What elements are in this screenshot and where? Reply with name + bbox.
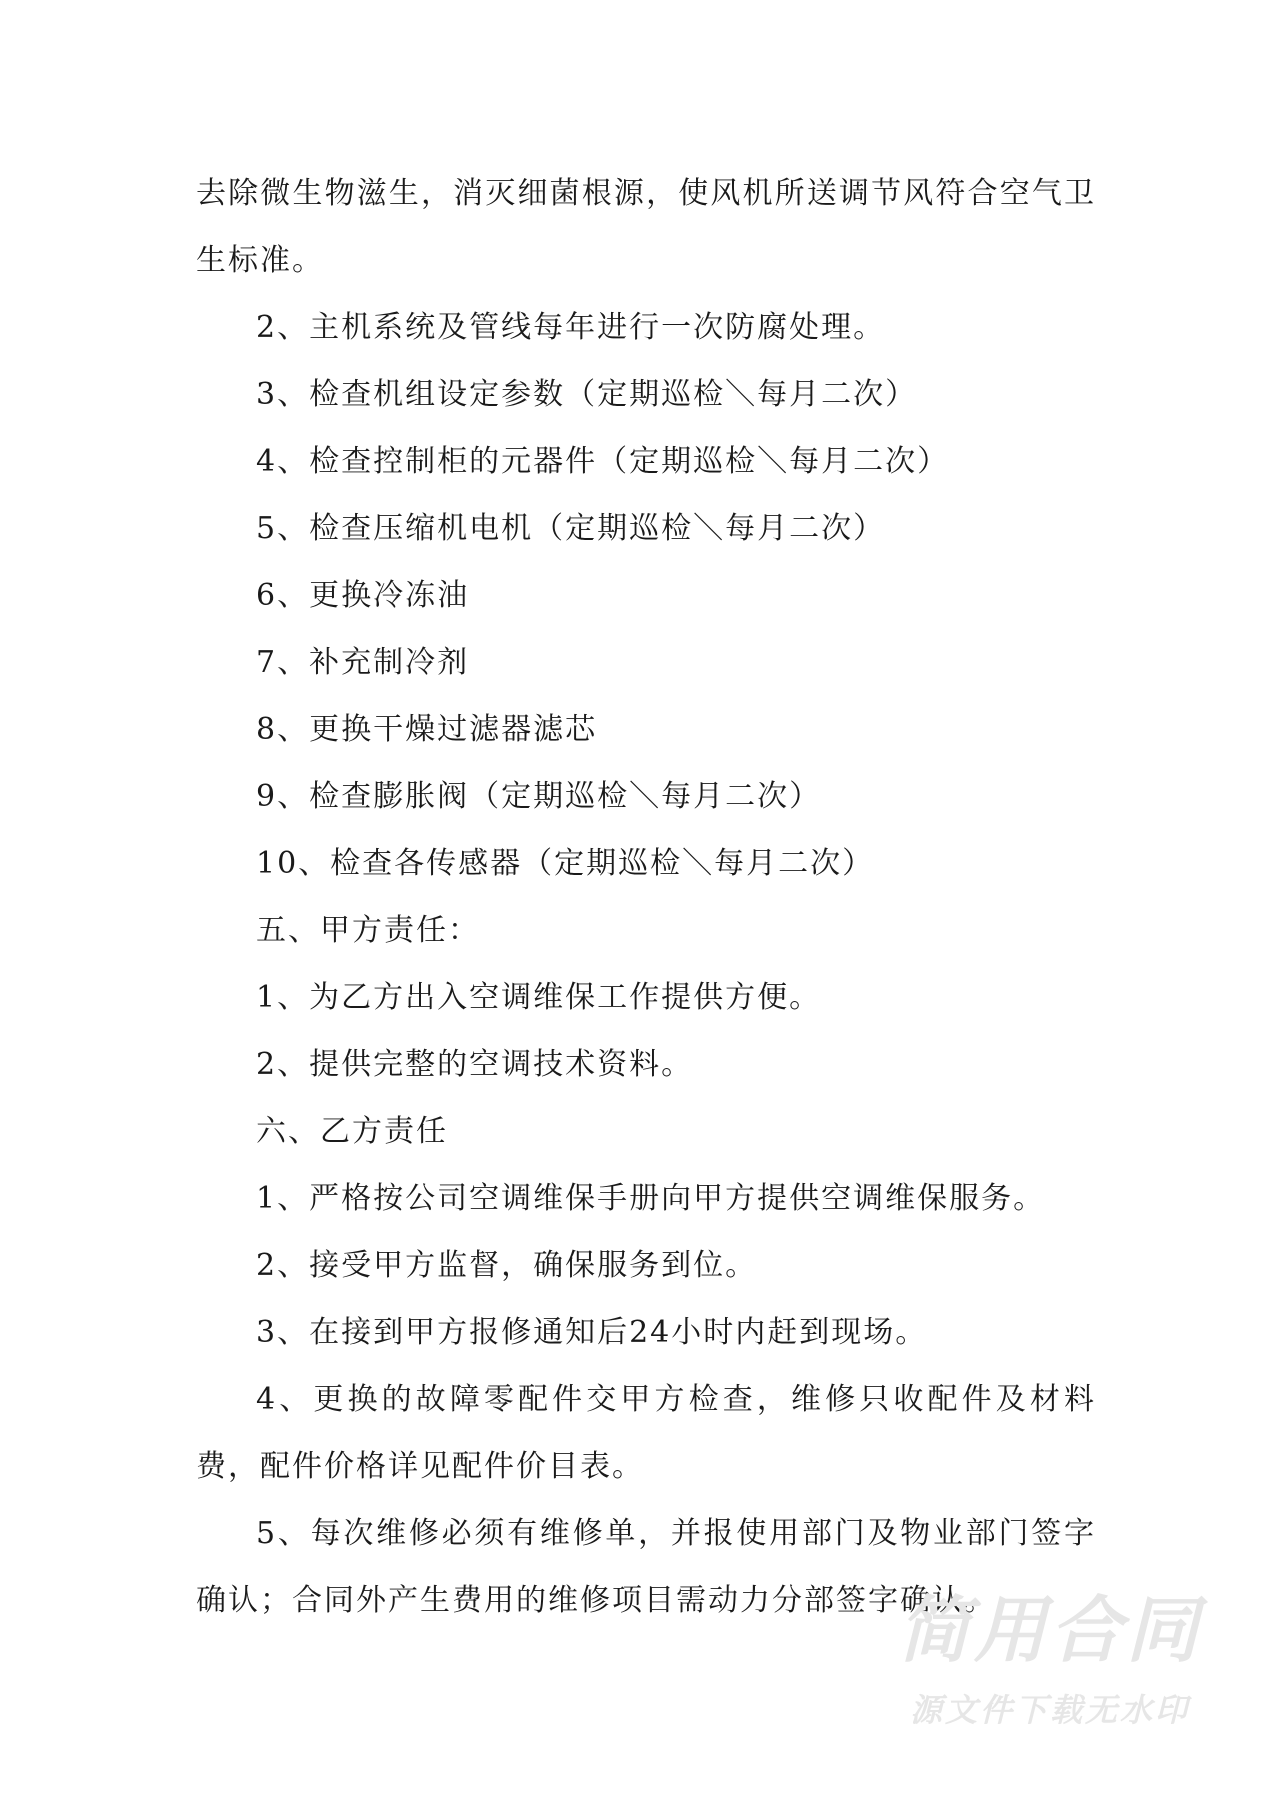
maintenance-item-7: 7、补充制冷剂 [256, 645, 470, 680]
paragraph-continuation: 去除微生物滋生，消灭细菌根源，使风机所送调节风符合空气卫生标准。 [196, 176, 1096, 278]
party-b-item-4: 4、更换的故障零配件交甲方检查，维修只收配件及材料费，配件价格详见配件价目表。 [196, 1382, 1096, 1484]
party-b-item-1: 1、严格按公司空调维保手册向甲方提供空调维保服务。 [256, 1181, 1046, 1216]
party-b-item-2: 2、接受甲方监督，确保服务到位。 [256, 1248, 758, 1283]
section-heading-party-b: 六、乙方责任 [256, 1114, 448, 1149]
maintenance-item-2: 2、主机系统及管线每年进行一次防腐处理。 [256, 310, 886, 345]
maintenance-item-5: 5、检查压缩机电机（定期巡检＼每月二次） [256, 511, 886, 546]
section-heading-party-a: 五、甲方责任： [256, 913, 480, 948]
document-body [196, 160, 1096, 1634]
maintenance-item-3: 3、检查机组设定参数（定期巡检＼每月二次） [256, 377, 918, 412]
watermark-sub-text: 源文件下载无水印 [909, 1691, 1190, 1729]
party-b-item-5: 5、每次维修必须有维修单，并报使用部门及物业部门签字确认；合同外产生费用的维修项目需动力分部签字确认。 [196, 1516, 1096, 1618]
maintenance-item-10: 10、检查各传感器（定期巡检＼每月二次） [256, 846, 875, 881]
maintenance-item-6: 6、更换冷冻油 [256, 578, 470, 613]
maintenance-item-8: 8、更换干燥过滤器滤芯 [256, 712, 598, 747]
party-a-item-2: 2、提供完整的空调技术资料。 [256, 1047, 694, 1082]
watermark-main-text: 简用合同 [897, 1588, 1202, 1672]
maintenance-item-4: 4、检查控制柜的元器件（定期巡检＼每月二次） [256, 444, 950, 479]
maintenance-item-9: 9、检查膨胀阀（定期巡检＼每月二次） [256, 779, 822, 814]
party-a-item-1: 1、为乙方出入空调维保工作提供方便。 [256, 980, 822, 1015]
party-b-item-3: 3、在接到甲方报修通知后24小时内赶到现场。 [256, 1315, 928, 1350]
